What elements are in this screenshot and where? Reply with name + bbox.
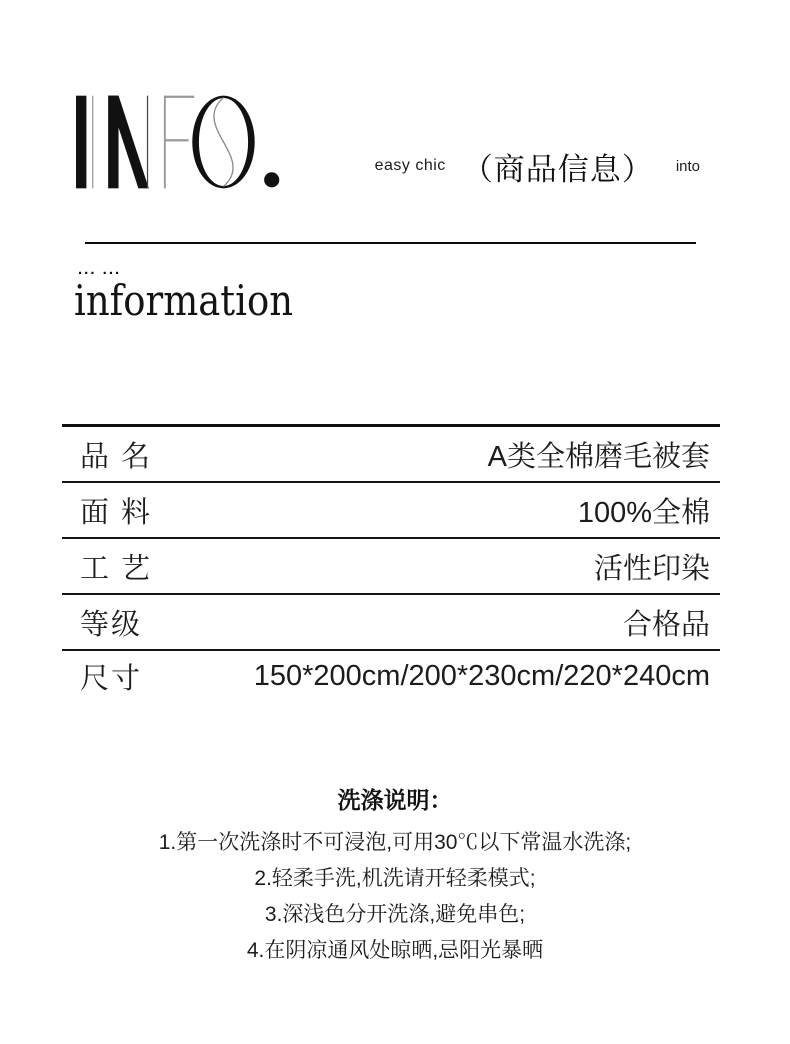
- table-row: [62, 427, 720, 483]
- spec-label: 面 料: [80, 496, 153, 529]
- header-divider: [85, 242, 696, 244]
- header-tagline-right: into: [675, 157, 700, 175]
- brand-logo: [76, 94, 284, 190]
- spec-value: 活性印染: [593, 552, 710, 585]
- header-tagline-left: easy chic: [374, 157, 446, 174]
- spec-value: 合格品: [622, 608, 710, 641]
- spec-label: 品 名: [80, 440, 153, 473]
- information-heading: information: [74, 276, 294, 325]
- washing-title: 洗涤说明：: [337, 787, 453, 813]
- washing-instruction: 3.深浅色分开洗涤,避免串色;: [264, 903, 526, 926]
- product-info-title: （商品信息）: [461, 151, 654, 187]
- spec-label: 等级: [80, 608, 143, 641]
- washing-section: [0, 782, 790, 969]
- washing-instruction: 2.轻柔手洗,机洗请开轻柔模式;: [254, 867, 536, 890]
- spec-value: A类全棉磨毛被套: [487, 440, 710, 473]
- table-row: [62, 651, 720, 701]
- ellipsis-dots: ... ...: [78, 261, 122, 278]
- header-right-group: [375, 138, 700, 194]
- washing-instruction: 1.第一次洗涤时不可浸泡,可用30℃以下常温水洗涤;: [158, 831, 632, 854]
- table-row: [62, 539, 720, 595]
- spec-label: 尺寸: [80, 662, 143, 695]
- spec-value: 150*200cm/200*230cm/220*240cm: [253, 659, 710, 692]
- spec-value: 100%全棉: [577, 496, 710, 529]
- info-logo-graphic: [76, 94, 284, 190]
- washing-instructions-list: [0, 825, 790, 969]
- spec-label: 工 艺: [80, 552, 153, 585]
- spec-table: [62, 424, 720, 701]
- washing-instruction: 4.在阴凉通风处晾晒,忌阳光暴晒: [246, 939, 544, 962]
- table-row: [62, 483, 720, 539]
- table-row: [62, 595, 720, 651]
